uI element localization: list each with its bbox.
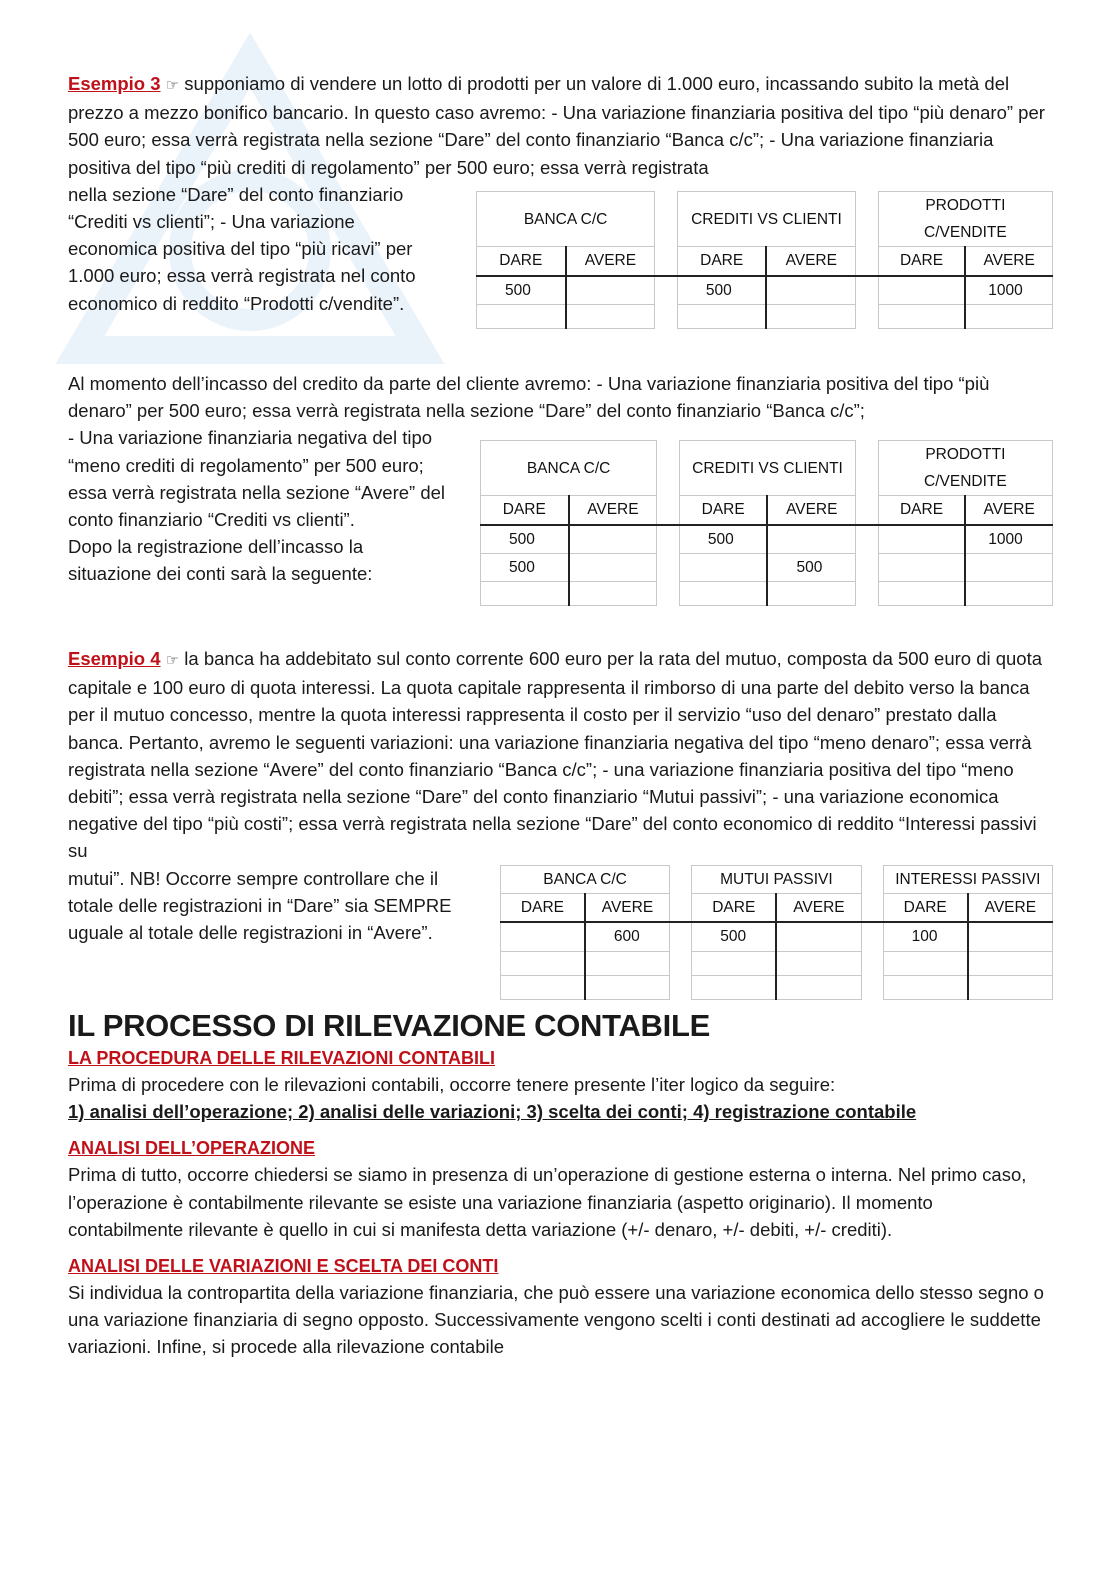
ledger-title-banca: BANCA C/C [481,441,657,496]
crediti-avere-value: 500 [767,553,855,581]
ledger-table-group [480,440,1053,606]
example-4-text: la banca ha addebitato sul conto corrente 600 euro per la rata del mutuo, composta da 500 euro di quota capitale e 100 euro di quota interessi. La quota capitale rappresenta il rimborso di una parte del debito verso la banca per il mutuo concesso, mentre la quota interessi rappresenta il costo per il servizio “uso del denaro” prestato dalla banca. Pertanto, avremo le seguenti variazioni: una variazione finanziaria negativa del tipo “meno denaro”; essa verrà registrata nella sezione “Avere” del conto finanziario “Banca c/c”; - una variazione finanziaria positiva del tipo “meno debiti”; essa verrà registrata nella sezione “Dare” del conto finanziario “Mutui passivi”; - una variazione economica negative del tipo “più costi”; essa verrà registrata nella sezione “Dare” del conto economico di reddito “Interessi passivi su [68,648,1043,862]
prodotti-avere-value: 1000 [965,276,1052,305]
mutui-dare-value: 500 [692,922,777,951]
col-avere: AVERE [569,496,657,525]
incasso-side-text: - Una variazione finanziaria negativa del tipo “meno crediti di regolamento” per 500 euro; essa verrà registrata nella sezione “Avere” del conto finanziario “Crediti vs clienti”. [68,427,446,531]
ledger-title-crediti: CREDITI VS CLIENTI [677,192,855,247]
paragraph-analisi-operazione: Prima di tutto, occorre chiedersi se siamo in presenza di un’operazione di gestione esterna o interna. Nel primo caso, l’operazione è contabilmente rilevante se esiste una variazione finanziaria (aspetto originario). Il momento contabilmente rilevante è quello in cui si manifesta detta variazione (+/- denaro, +/- debiti, +/- crediti). [68,1164,1027,1240]
process-section [68,1007,1053,1361]
incasso-after-text: Dopo la registrazione dell’incasso la situazione dei conti sarà la seguente: [68,536,373,585]
ledger-title-prodotti: PRODOTTI C/VENDITE [878,441,1052,496]
banca-dare-value: 500 [477,276,566,305]
col-dare: DARE [883,894,968,923]
example-4-ledger-tables [500,865,1053,1000]
example-3-ledger-tables [476,191,1053,329]
example-4-label: Esempio 4 [68,648,161,669]
ledger-title-banca: BANCA C/C [477,192,655,247]
example-3-text: supponiamo di vendere un lotto di prodotti per un valore di 1.000 euro, incassando subito la metà del prezzo a mezzo bonifico bancario. In questo caso avremo: - Una variazione finanziaria positiva del tipo “più denaro” per 500 euro; essa verrà registrata nella sezione “Dare” del conto finanziario “Banca c/c”; - Una variazione finanziaria positiva del tipo “più crediti di regolamento” per 500 euro; essa verrà registrata [68,73,1045,178]
ledger-table-group [500,865,1053,1000]
ledger-title-interessi: INTERESSI PASSIVI [883,866,1052,894]
example-3 [68,70,1053,345]
example-4-side-text: mutui”. NB! Occorre sempre controllare che il totale delle registrazioni in “Dare” sia SEMPRE uguale al totale delle registrazioni in “Avere”. [68,867,452,944]
example-3-intro [68,70,1053,181]
col-avere: AVERE [767,496,855,525]
col-avere: AVERE [968,894,1053,923]
page-content [68,70,1053,1361]
example-3-side-text: nella sezione “Dare” del conto finanziario “Crediti vs clienti”; - Una variazione economica positiva del tipo “più ricavi” per 1.000 euro; essa verrà registrata nel conto economico di reddito “Prodotti c/vendite”. [68,183,416,314]
subheading-analisi-operazione: ANALISI DELL’OPERAZIONE [68,1138,316,1159]
col-avere: AVERE [965,247,1052,276]
col-avere: AVERE [776,894,861,923]
subheading-procedura: LA PROCEDURA DELLE RILEVAZIONI CONTABILI [68,1048,495,1068]
col-dare: DARE [878,247,965,276]
ledger-title-crediti: CREDITI VS CLIENTI [679,441,855,496]
col-dare: DARE [679,496,767,525]
incasso-intro: Al momento dell’incasso del credito da parte del cliente avremo: - Una variazione finanziaria positiva del tipo “più denaro” per 500 euro; essa verrà registrata nella sezione “Dare” del conto finanziario “Banca c/c”; [68,373,990,422]
banca-avere-value: 600 [585,922,670,951]
col-dare: DARE [692,894,777,923]
col-dare: DARE [501,894,585,923]
pointing-hand-icon: ☞ [165,77,180,94]
example-3-label: Esempio 3 [68,73,161,94]
col-avere: AVERE [766,247,855,276]
example-4-intro [68,645,1053,865]
col-dare: DARE [477,247,566,276]
col-dare: DARE [677,247,766,276]
prodotti-avere-value: 1000 [965,525,1052,554]
crediti-dare-value: 500 [679,525,767,554]
paragraph-procedura: Prima di procedere con le rilevazioni contabili, occorre tenere presente l’iter logico da seguire: [68,1074,836,1095]
steps-list: 1) analisi dell’operazione; 2) analisi delle variazioni; 3) scelta dei conti; 4) registrazione contabile [68,1101,917,1123]
ledger-title-mutui: MUTUI PASSIVI [692,866,861,894]
crediti-dare-value: 500 [677,276,766,305]
interessi-dare-value: 100 [883,922,968,951]
incasso-ledger-tables [480,440,1053,606]
col-avere: AVERE [965,496,1052,525]
paragraph-analisi-variazioni: Si individua la contropartita della variazione finanziaria, che può essere una variazione economica dello stesso segno o una variazione finanziaria di segno opposto. Successivamente vengono scelti i conti destinati ad accogliere le suddette variazioni. Infine, si procede alla rilevazione contabile [68,1282,1044,1358]
example-4 [68,645,1053,997]
subheading-analisi-variazioni: ANALISI DELLE VARIAZIONI E SCELTA DEI CONTI [68,1256,499,1277]
col-dare: DARE [481,496,569,525]
ledger-table-group [476,191,1053,329]
ledger-title-banca: BANCA C/C [501,866,670,894]
section-title: IL PROCESSO DI RILEVAZIONE CONTABILE [68,1008,710,1043]
banca-dare-value: 500 [481,525,569,554]
incasso-section [68,370,1053,634]
col-avere: AVERE [585,894,670,923]
banca-dare-value-2: 500 [481,553,569,581]
col-dare: DARE [878,496,965,525]
col-avere: AVERE [566,247,655,276]
ledger-title-prodotti: PRODOTTI C/VENDITE [878,192,1052,247]
pointing-hand-icon: ☞ [165,652,180,669]
